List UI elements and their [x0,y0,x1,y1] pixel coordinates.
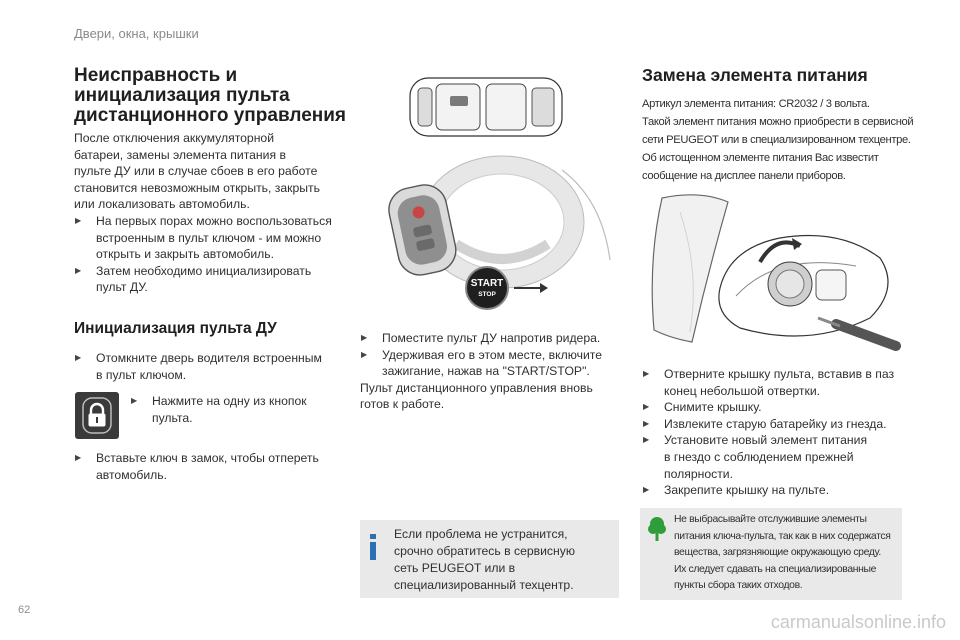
text-line: сообщение на дисплее панели приборов. [642,170,846,182]
cover-icon [652,195,728,342]
list-item [130,393,345,426]
page-number: 62 [18,604,31,616]
text-line: открыть и закрыть автомобиль. [96,247,275,262]
bullet-list [74,350,344,383]
text-line: ▶ Отверните крышку пульта, вставив в паз [664,367,895,381]
text-line: готов к работе. [360,397,445,412]
text-line: ▶ Отомкните дверь водителя встроенным [96,351,322,365]
text-line: специализированный техцентр. [394,578,574,592]
text-line: встроенным в пульт ключом - им можно [96,230,322,245]
tree-icon [648,516,666,542]
eco-text [674,512,900,595]
text-line: Пульт дистанционного управления вновь [360,380,593,395]
info-text [394,526,616,594]
lock-button-icon [75,392,119,439]
text-line: ▶ Затем необходимо инициализировать [96,263,312,278]
text-line: или локализовать автомобиль. [74,197,250,212]
text-line: пульт ДУ. [96,280,148,295]
text-line: Такой элемент питания можно приобрести в сервисной [642,116,914,128]
text-line: ▶ Установите новый элемент питания [664,433,868,448]
car-top-view-icon [410,78,562,136]
bullet-list [74,213,344,296]
list-item [360,330,630,347]
list-item [642,482,917,499]
text-line: ▶ Поместите пульт ДУ напротив ридера. [382,331,601,345]
page-title-line: инициализация пульта [74,85,290,106]
watermark: carmanualsonline.info [770,612,946,632]
eco-box [640,508,902,600]
arrow-icon [540,283,548,293]
text-line: Если проблема не устранится, [394,527,568,541]
subheading: Инициализация пульта ДУ [74,320,277,337]
start-stop-button [466,267,508,309]
list-item [360,347,630,380]
text-line: вещества, загрязняющие окружающую среду. [674,547,881,559]
remote-body-icon [719,236,888,337]
final-instruction [74,450,344,483]
text-line: ▶ Удерживая его в этом месте, включите [382,347,602,362]
intro-paragraph [74,130,344,296]
text-line: ▶ Закрепите крышку на пульте. [664,483,830,498]
text-line: в гнездо с соблюдением прежней [664,449,854,464]
text-line: батареи, замены элемента питания в [74,147,286,162]
bullet-list [642,366,917,499]
text-line: Не выбрасывайте отслужившие элементы [674,514,867,525]
text-line: становится невозможным открыть, закрыть [74,180,320,195]
battery-description [642,95,922,185]
text-line: пункты сбора таких отходов. [674,580,803,592]
text-line: срочно обратитесь в сервисную [394,544,575,558]
bullet-list [360,330,630,380]
text-line: После отключения аккумуляторной [74,131,275,145]
text-line: зажигание, нажав на "START/STOP". [382,364,590,379]
bullet-list [130,393,345,426]
text-line: питания ключа-пульта, так как в них содержатся [674,530,891,542]
text-line: полярности. [664,466,733,481]
text-line: автомобиль. [96,467,168,482]
section-title: Двери, окна, крышки [74,26,199,41]
battery-steps [642,366,917,499]
lock-instruction [130,393,345,426]
text-line: конец небольшой отвертки. [664,383,821,398]
list-item [74,263,344,296]
page-title-line: Неисправность и [74,65,238,86]
text-line: сети PEUGEOT или в специализированном техцентре. [642,134,911,146]
key-illustration [352,72,622,322]
info-box [360,520,619,598]
list-item [74,450,344,483]
stop-label: STOP [478,291,496,298]
padlock-icon [75,392,119,439]
page-title [74,66,346,126]
battery-heading: Замена элемента питания [642,65,868,85]
remote-open-drawing [640,192,910,362]
text-line: ▶ На первых порах можно воспользоваться [96,213,332,228]
text-line: Их следует сдавать на специализированные [674,563,877,575]
text-line: ▶ Нажмите на одну из кнопок [152,394,307,408]
text-line: в пульт ключом. [96,367,187,382]
list-item [74,213,344,263]
text-line: ▶ Снимите крышку. [664,400,762,415]
text-line: ▶ Вставьте ключ в замок, чтобы отпереть [96,451,319,465]
text-line: сеть PEUGEOT или в [394,561,516,575]
text-line: пульте ДУ или в случае сбоев в его работе [74,164,318,179]
list-item [642,366,917,399]
list-item [642,416,917,433]
start-label: START [470,278,504,289]
info-icon [368,534,378,560]
text-line: Артикул элемента питания: CR2032 / 3 вольта. [642,98,870,110]
bullet-list [74,450,344,483]
list-item [74,350,344,383]
text-line: пульта. [152,410,193,425]
init-list [74,350,344,383]
battery-illustration [640,192,910,362]
list-item [642,399,917,416]
middle-instructions [360,330,630,413]
text-line: ▶ Извлеките старую батарейку из гнезда. [664,416,887,431]
car-and-key-drawing [352,72,622,322]
list-item [642,432,917,482]
page-title-line: дистанционного управления [74,105,347,126]
screwdriver-icon [836,324,896,346]
text-line: Об истощенном элементе питания Вас известит [642,152,879,164]
